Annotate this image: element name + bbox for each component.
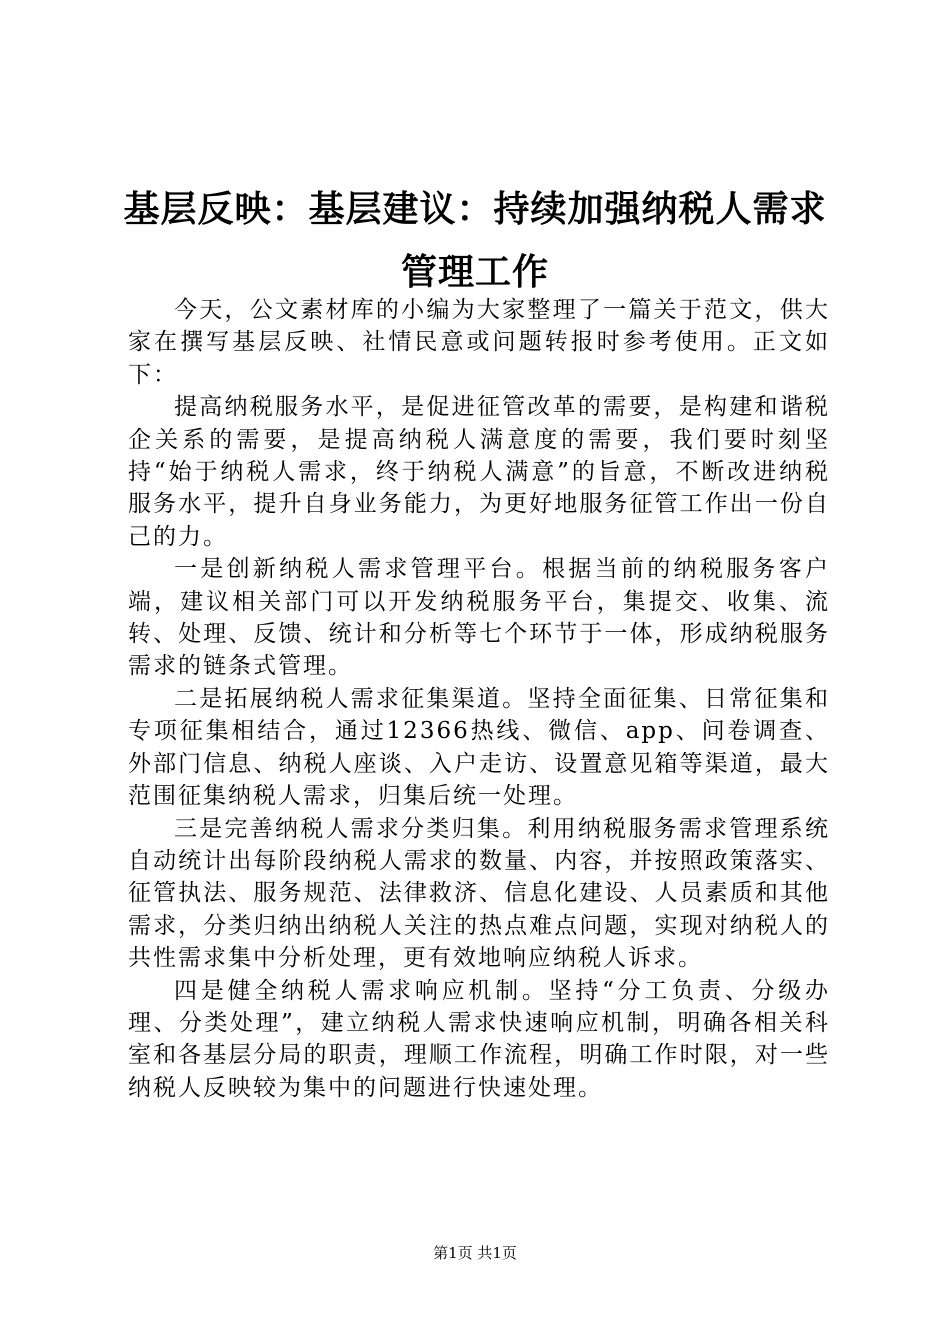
page-footer: 第1页 共1页	[433, 1244, 517, 1262]
paragraph-purpose: 提高纳税服务水平，是促进征管改革的需要，是构建和谐税企关系的需要，是提高纳税人满意度的需要，我们要时刻坚持“始于纳税人需求，终于纳税人满意”的旨意，不断改进纳税服务水平，提升自身业务能力，为更好地服务征管工作出一份自己的力。	[128, 394, 830, 550]
paragraph-point-4: 四是健全纳税人需求响应机制。坚持“分工负责、分级办理、分类处理”，建立纳税人需求快速响应机制，明确各相关科室和各基层分局的职责，理顺工作流程，明确工作时限，对一些纳税人反映较为集中的问题进行快速处理。	[128, 977, 830, 1101]
document-title: 基层反映：基层建议：持续加强纳税人需求管理工作	[123, 189, 827, 293]
document-body	[128, 294, 830, 1104]
paragraph-point-1: 一是创新纳税人需求管理平台。根据当前的纳税服务客户端，建议相关部门可以开发纳税服务平台，集提交、收集、流转、处理、反馈、统计和分析等七个环节于一体，形成纳税服务需求的链条式管理。	[128, 556, 830, 680]
paragraph-intro: 今天，公文素材库的小编为大家整理了一篇关于范文，供大家在撰写基层反映、社情民意或问题转报时参考使用。正文如下：	[128, 297, 830, 388]
paragraph-point-2: 二是拓展纳税人需求征集渠道。坚持全面征集、日常征集和专项征集相结合，通过12366热线、微信、app、问卷调查、外部门信息、纳税人座谈、入户走访、设置意见箱等渠道，最大范围征集纳税人需求，归集后统一处理。	[128, 685, 830, 810]
paragraph-point-3: 三是完善纳税人需求分类归集。利用纳税服务需求管理系统自动统计出每阶段纳税人需求的数量、内容，并按照政策落实、征管执法、服务规范、法律救济、信息化建设、人员素质和其他需求，分类归纳出纳税人关注的热点难点问题，实现对纳税人的共性需求集中分析处理，更有效地响应纳税人诉求。	[128, 815, 830, 972]
